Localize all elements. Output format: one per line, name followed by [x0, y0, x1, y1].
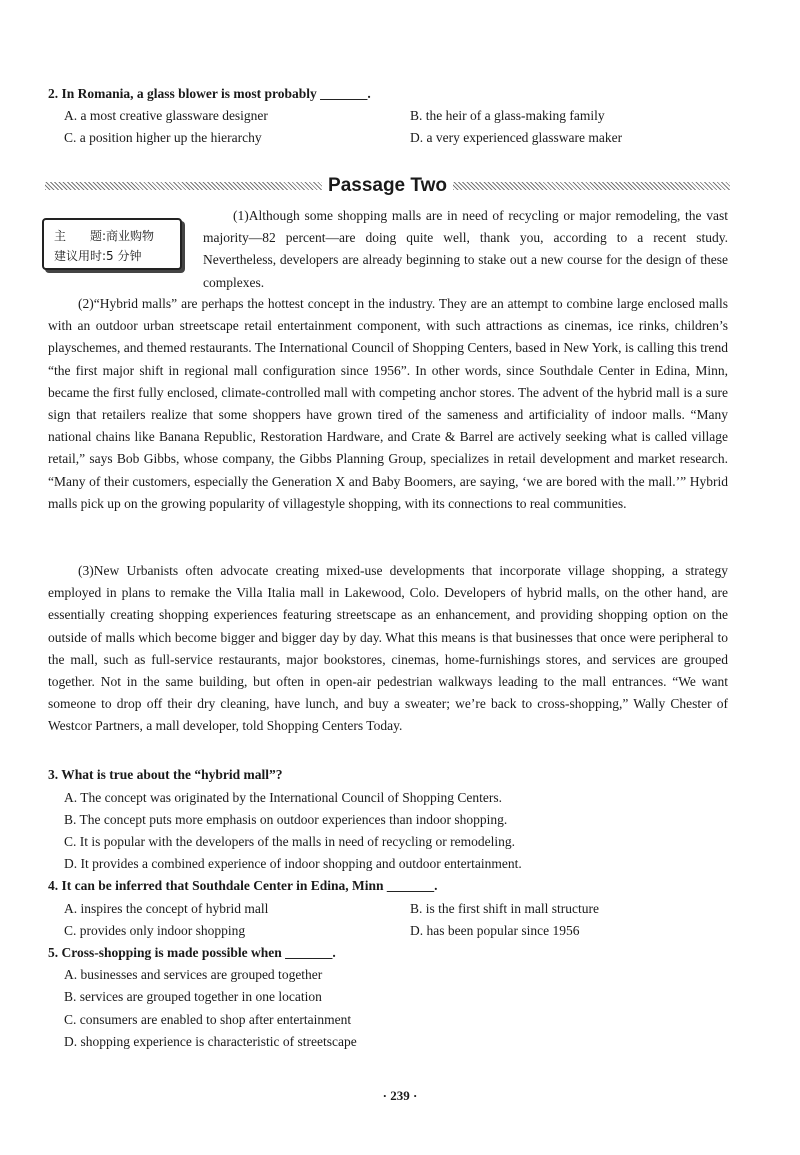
- question-4-stem: 4. It can be inferred that Southdale Center in Edina, Minn _______.: [48, 878, 438, 893]
- question-3-stem: 3. What is true about the “hybrid mall”?: [48, 767, 283, 782]
- question-4-option-d: D. has been popular since 1956: [410, 923, 580, 938]
- passage-heading: [45, 174, 730, 198]
- question-5-option-d: D. shopping experience is characteristic of streetscape: [64, 1034, 357, 1049]
- question-5-option-c: C. consumers are enabled to shop after entertainment: [64, 1012, 352, 1027]
- passage-title: Passage Two: [328, 175, 447, 196]
- question-2-stem: 2. In Romania, a glass blower is most probably _______.: [48, 86, 371, 101]
- question-4-option-c: C. provides only indoor shopping: [64, 923, 246, 938]
- paragraph-1: [203, 205, 728, 294]
- topic-info-box: [42, 218, 182, 270]
- paragraph-2: (2)“Hybrid malls” are perhaps the hottest concept in the industry. They are an attempt to combine large enclosed malls with an outdoor urban streetscape retail entertainment component, with such attractions as cinemas, ice rinks, children’s playschemes, and themed restaurants. The International Council of Shopping Centers, based in New York, is calling this trend “the first major shift in regional mall configuration since 1956”. In other words, since Southdale Center in Edina, Minn, became the first fully enclosed, climate-controlled mall with competing anchor stores. The advent of the hybrid mall is a sure sign that retailers realize that some shoppers have grown tired of the sameness and artificiality of indoor malls. “Many national chains like Banana Republic, Restoration Hardware, and Crate & Barrel are actively seeking what is called village retail,” says Bob Gibbs, whose company, the Gibbs Planning Group, specializes in retail development and market research. “Many of their customers, especially the Generation X and Baby Boomers, are saying, ‘we are bored with the mall.’” Hybrid malls pick up on the growing popularity of villagestyle shopping, with its connections to real communities.: [48, 296, 728, 511]
- question-3-option-d: D. It provides a combined experience of indoor shopping and outdoor entertainment.: [64, 856, 522, 871]
- hatch-divider-right: [453, 182, 730, 190]
- topic-label: 主 题:商业购物: [54, 229, 155, 243]
- paragraph-3: (3)New Urbanists often advocate creating mixed-use developments that incorporate village shopping, a strategy employed in plans to remake the Villa Italia mall in Lakewood, Colo. Developers of hybrid malls, on the other hand, are essentially creating shopping experiences featuring streetscape as an enhancement, and providing shopping option on the outside of malls which become bigger and bigger day by day. What this means is that businesses that once were peripheral to the mall, such as full-service restaurants, major bookstores, cinemas, home-furnishings stores, and services are grouped together. Not in the same building, but often in open-air pedestrian walkways leading to the mall entrances. “We want someone to drop off their dry cleaning, have lunch, and buy a sweater; we’re back to cross-shopping,” Wally Chester of Westcor Partners, a mall developer, told Shopping Centers Today.: [48, 563, 728, 734]
- question-2-option-d: D. a very experienced glassware maker: [410, 130, 623, 145]
- question-4-option-a: A. inspires the concept of hybrid mall: [64, 901, 269, 916]
- question-4-option-b: B. is the first shift in mall structure: [410, 901, 599, 916]
- question-2-option-b: B. the heir of a glass-making family: [410, 108, 605, 123]
- question-5-option-b: B. services are grouped together in one location: [64, 989, 322, 1004]
- question-3-option-b: B. The concept puts more emphasis on outdoor experiences than indoor shopping.: [64, 812, 508, 827]
- question-5-stem: 5. Cross-shopping is made possible when _______.: [48, 945, 336, 960]
- question-2-option-c: C. a position higher up the hierarchy: [64, 130, 262, 145]
- page-number: · 239 ·: [382, 1088, 418, 1103]
- question-3-option-a: A. The concept was originated by the International Council of Shopping Centers.: [64, 790, 503, 805]
- question-2-option-a: A. a most creative glassware designer: [64, 108, 268, 123]
- paragraph-1-text: (1)Although some shopping malls are in need of recycling or major remodeling, the vast majority—82 percent—are doing quite well, thank you, according to a recent study. Nevertheless, developers are already beginning to stake out a new course for the design of these complexes.: [203, 208, 728, 290]
- hatch-divider-left: [45, 182, 322, 190]
- question-5-option-a: A. businesses and services are grouped together: [64, 967, 323, 982]
- question-3-option-c: C. It is popular with the developers of the malls in need of recycling or remodeling.: [64, 834, 516, 849]
- time-label: 建议用时:5 分钟: [54, 249, 142, 263]
